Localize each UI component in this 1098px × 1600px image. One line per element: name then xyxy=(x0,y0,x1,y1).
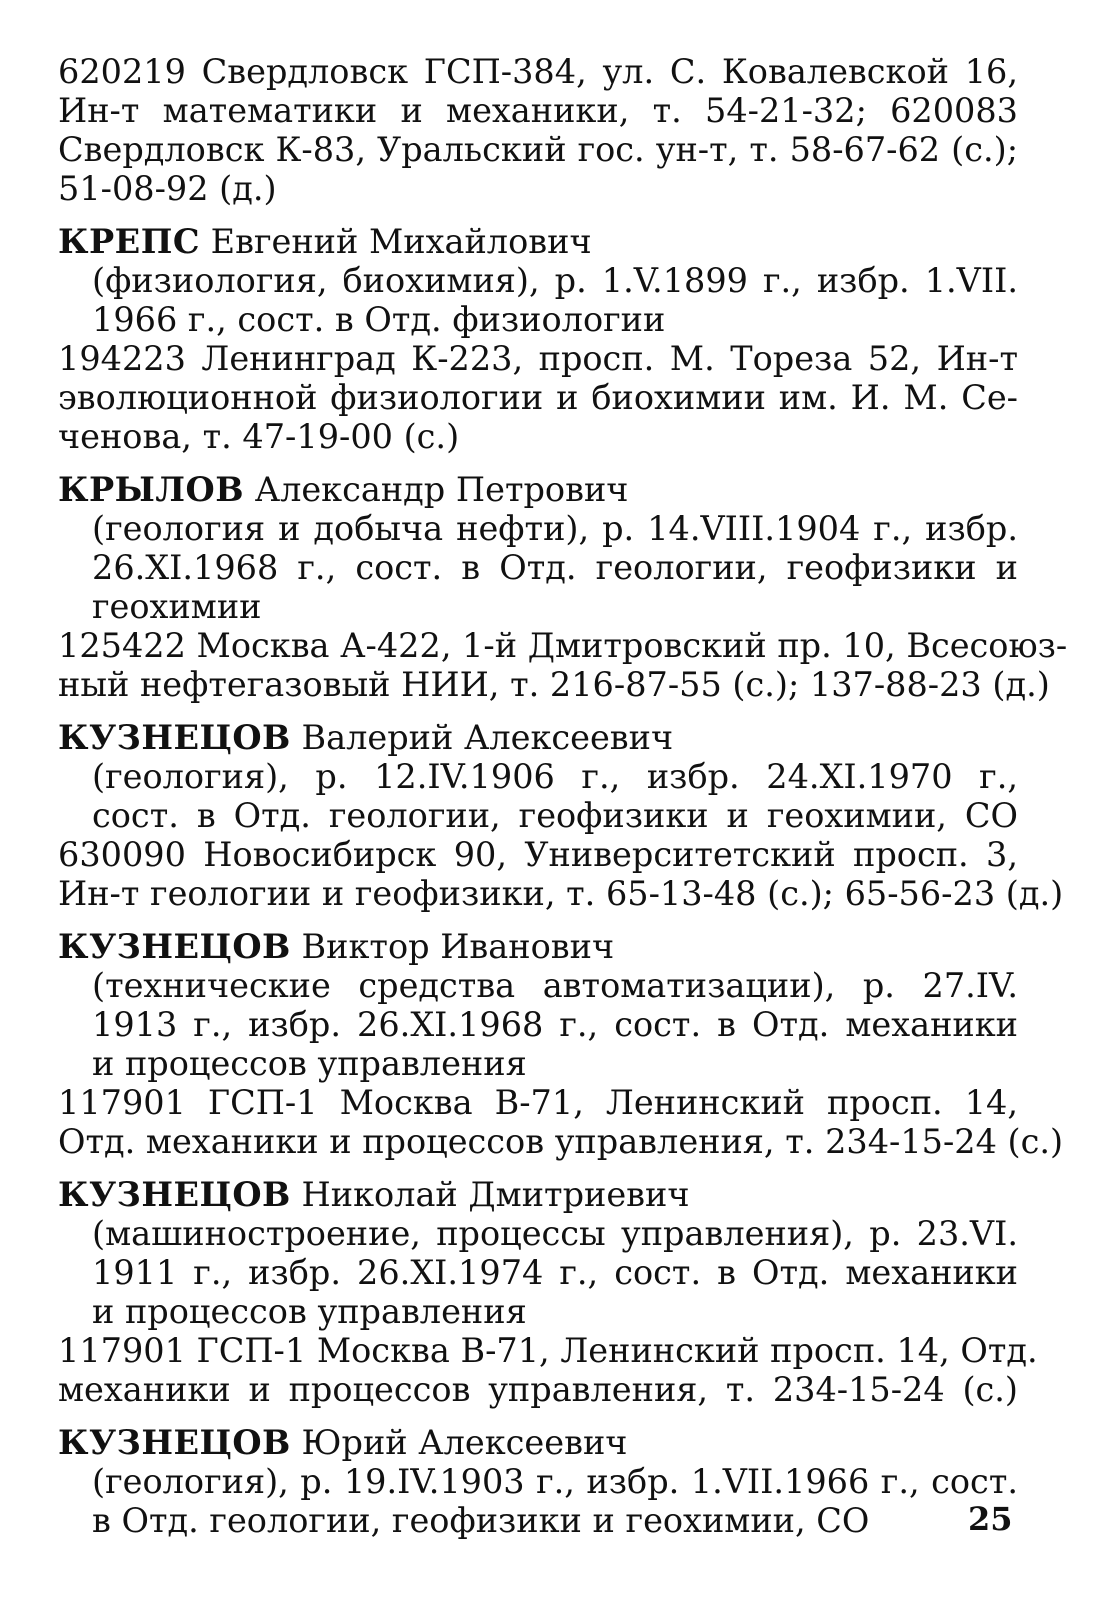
address-line: 630090 Новосибирск 90, Университетский просп. 3, xyxy=(58,835,1018,874)
entry-surname: КУЗНЕЦОВ xyxy=(58,1423,291,1462)
entry-given-name: Виктор Иванович xyxy=(301,927,615,966)
address-line: Ин-т геологии и геофизики, т. 65-13-48 (с.); 65-56-23 (д.) xyxy=(58,874,1064,913)
detail-line: и процессов управления xyxy=(92,1044,527,1083)
address-line: ченова, т. 47-19-00 (с.) xyxy=(58,417,460,456)
entry-given-name: Евгений Михайлович xyxy=(210,222,592,261)
entry-given-name: Юрий Алексеевич xyxy=(301,1423,628,1462)
address-line: Свердловск К-83, Уральский гос. ун-т, т. 58-67-62 (с.); xyxy=(58,130,1018,169)
entry-surname: КРЫЛОВ xyxy=(58,470,245,509)
entry-given-name: Александр Петрович xyxy=(254,470,629,509)
detail-line: 1966 г., сост. в Отд. физиологии xyxy=(92,300,666,339)
detail-line: 1911 г., избр. 26.XI.1974 г., сост. в Отд. механики xyxy=(92,1253,1018,1292)
address-line: ный нефтегазовый НИИ, т. 216-87-55 (с.); 137-88-23 (д.) xyxy=(58,665,1050,704)
address-line: 125422 Москва А-422, 1-й Дмитровский пр. 10, Всесоюз- xyxy=(58,626,1068,665)
entry-kuznetsov-viktor xyxy=(58,927,1064,1161)
entry-heading xyxy=(58,1175,1018,1214)
page-number: 25 xyxy=(968,1500,1013,1538)
entry-kuznetsov-valery xyxy=(58,718,1064,913)
detail-line: в Отд. геологии, геофизики и геохимии, СО xyxy=(92,1501,870,1540)
detail-line: (геология и добыча нефти), р. 14.VIII.1904 г., избр. xyxy=(92,509,1018,548)
address-line: 620219 Свердловск ГСП-384, ул. С. Ковалевской 16, xyxy=(58,52,1018,91)
entry-given-name: Валерий Алексеевич xyxy=(301,718,674,757)
page-body xyxy=(58,52,1068,1540)
entry-heading xyxy=(58,718,1018,757)
address-line: 194223 Ленинград К-223, просп. М. Тореза 52, Ин-т xyxy=(58,339,1018,378)
entry-heading xyxy=(58,222,1018,261)
detail-line: (геология), р. 12.IV.1906 г., избр. 24.XI.1970 г., xyxy=(92,757,1018,796)
entry-surname: КРЕПС xyxy=(58,222,200,261)
detail-line: сост. в Отд. геологии, геофизики и геохимии, СО xyxy=(92,796,1018,835)
entry-kreps xyxy=(58,222,1018,456)
detail-line: (геология), р. 19.IV.1903 г., избр. 1.VII.1966 г., сост. xyxy=(92,1462,1018,1501)
address-line: механики и процессов управления, т. 234-15-24 (с.) xyxy=(58,1370,1018,1409)
entry-continued xyxy=(58,52,1018,208)
detail-line: (физиология, биохимия), р. 1.V.1899 г., избр. 1.VII. xyxy=(92,261,1018,300)
detail-line: 1913 г., избр. 26.XI.1968 г., сост. в Отд. механики xyxy=(92,1005,1018,1044)
address-line: 117901 ГСП-1 Москва В-71, Ленинский просп. 14, xyxy=(58,1083,1018,1122)
address-line: Отд. механики и процессов управления, т. 234-15-24 (с.) xyxy=(58,1122,1064,1161)
entry-heading xyxy=(58,927,1018,966)
entry-surname: КУЗНЕЦОВ xyxy=(58,718,291,757)
entry-given-name: Николай Дмитриевич xyxy=(301,1175,690,1214)
detail-line: (машиностроение, процессы управления), р. 23.VI. xyxy=(92,1214,1018,1253)
entry-heading xyxy=(58,470,1018,509)
entry-surname: КУЗНЕЦОВ xyxy=(58,1175,291,1214)
entry-heading xyxy=(58,1423,1018,1462)
entry-surname: КУЗНЕЦОВ xyxy=(58,927,291,966)
detail-line: геохимии xyxy=(92,587,262,626)
detail-line: и процессов управления xyxy=(92,1292,527,1331)
entry-kuznetsov-nikolai xyxy=(58,1175,1038,1409)
entry-kuznetsov-yuri xyxy=(58,1423,1018,1540)
address-line: эволюционной физиологии и биохимии им. И. М. Се- xyxy=(58,378,1018,417)
address-line: 117901 ГСП-1 Москва В-71, Ленинский просп. 14, Отд. xyxy=(58,1331,1038,1370)
address-line: Ин-т математики и механики, т. 54-21-32; 620083 xyxy=(58,91,1018,130)
detail-line: (технические средства автоматизации), р. 27.IV. xyxy=(92,966,1018,1005)
entry-krylov xyxy=(58,470,1068,704)
detail-line: 26.XI.1968 г., сост. в Отд. геологии, геофизики и xyxy=(92,548,1018,587)
address-line: 51-08-92 (д.) xyxy=(58,169,277,208)
